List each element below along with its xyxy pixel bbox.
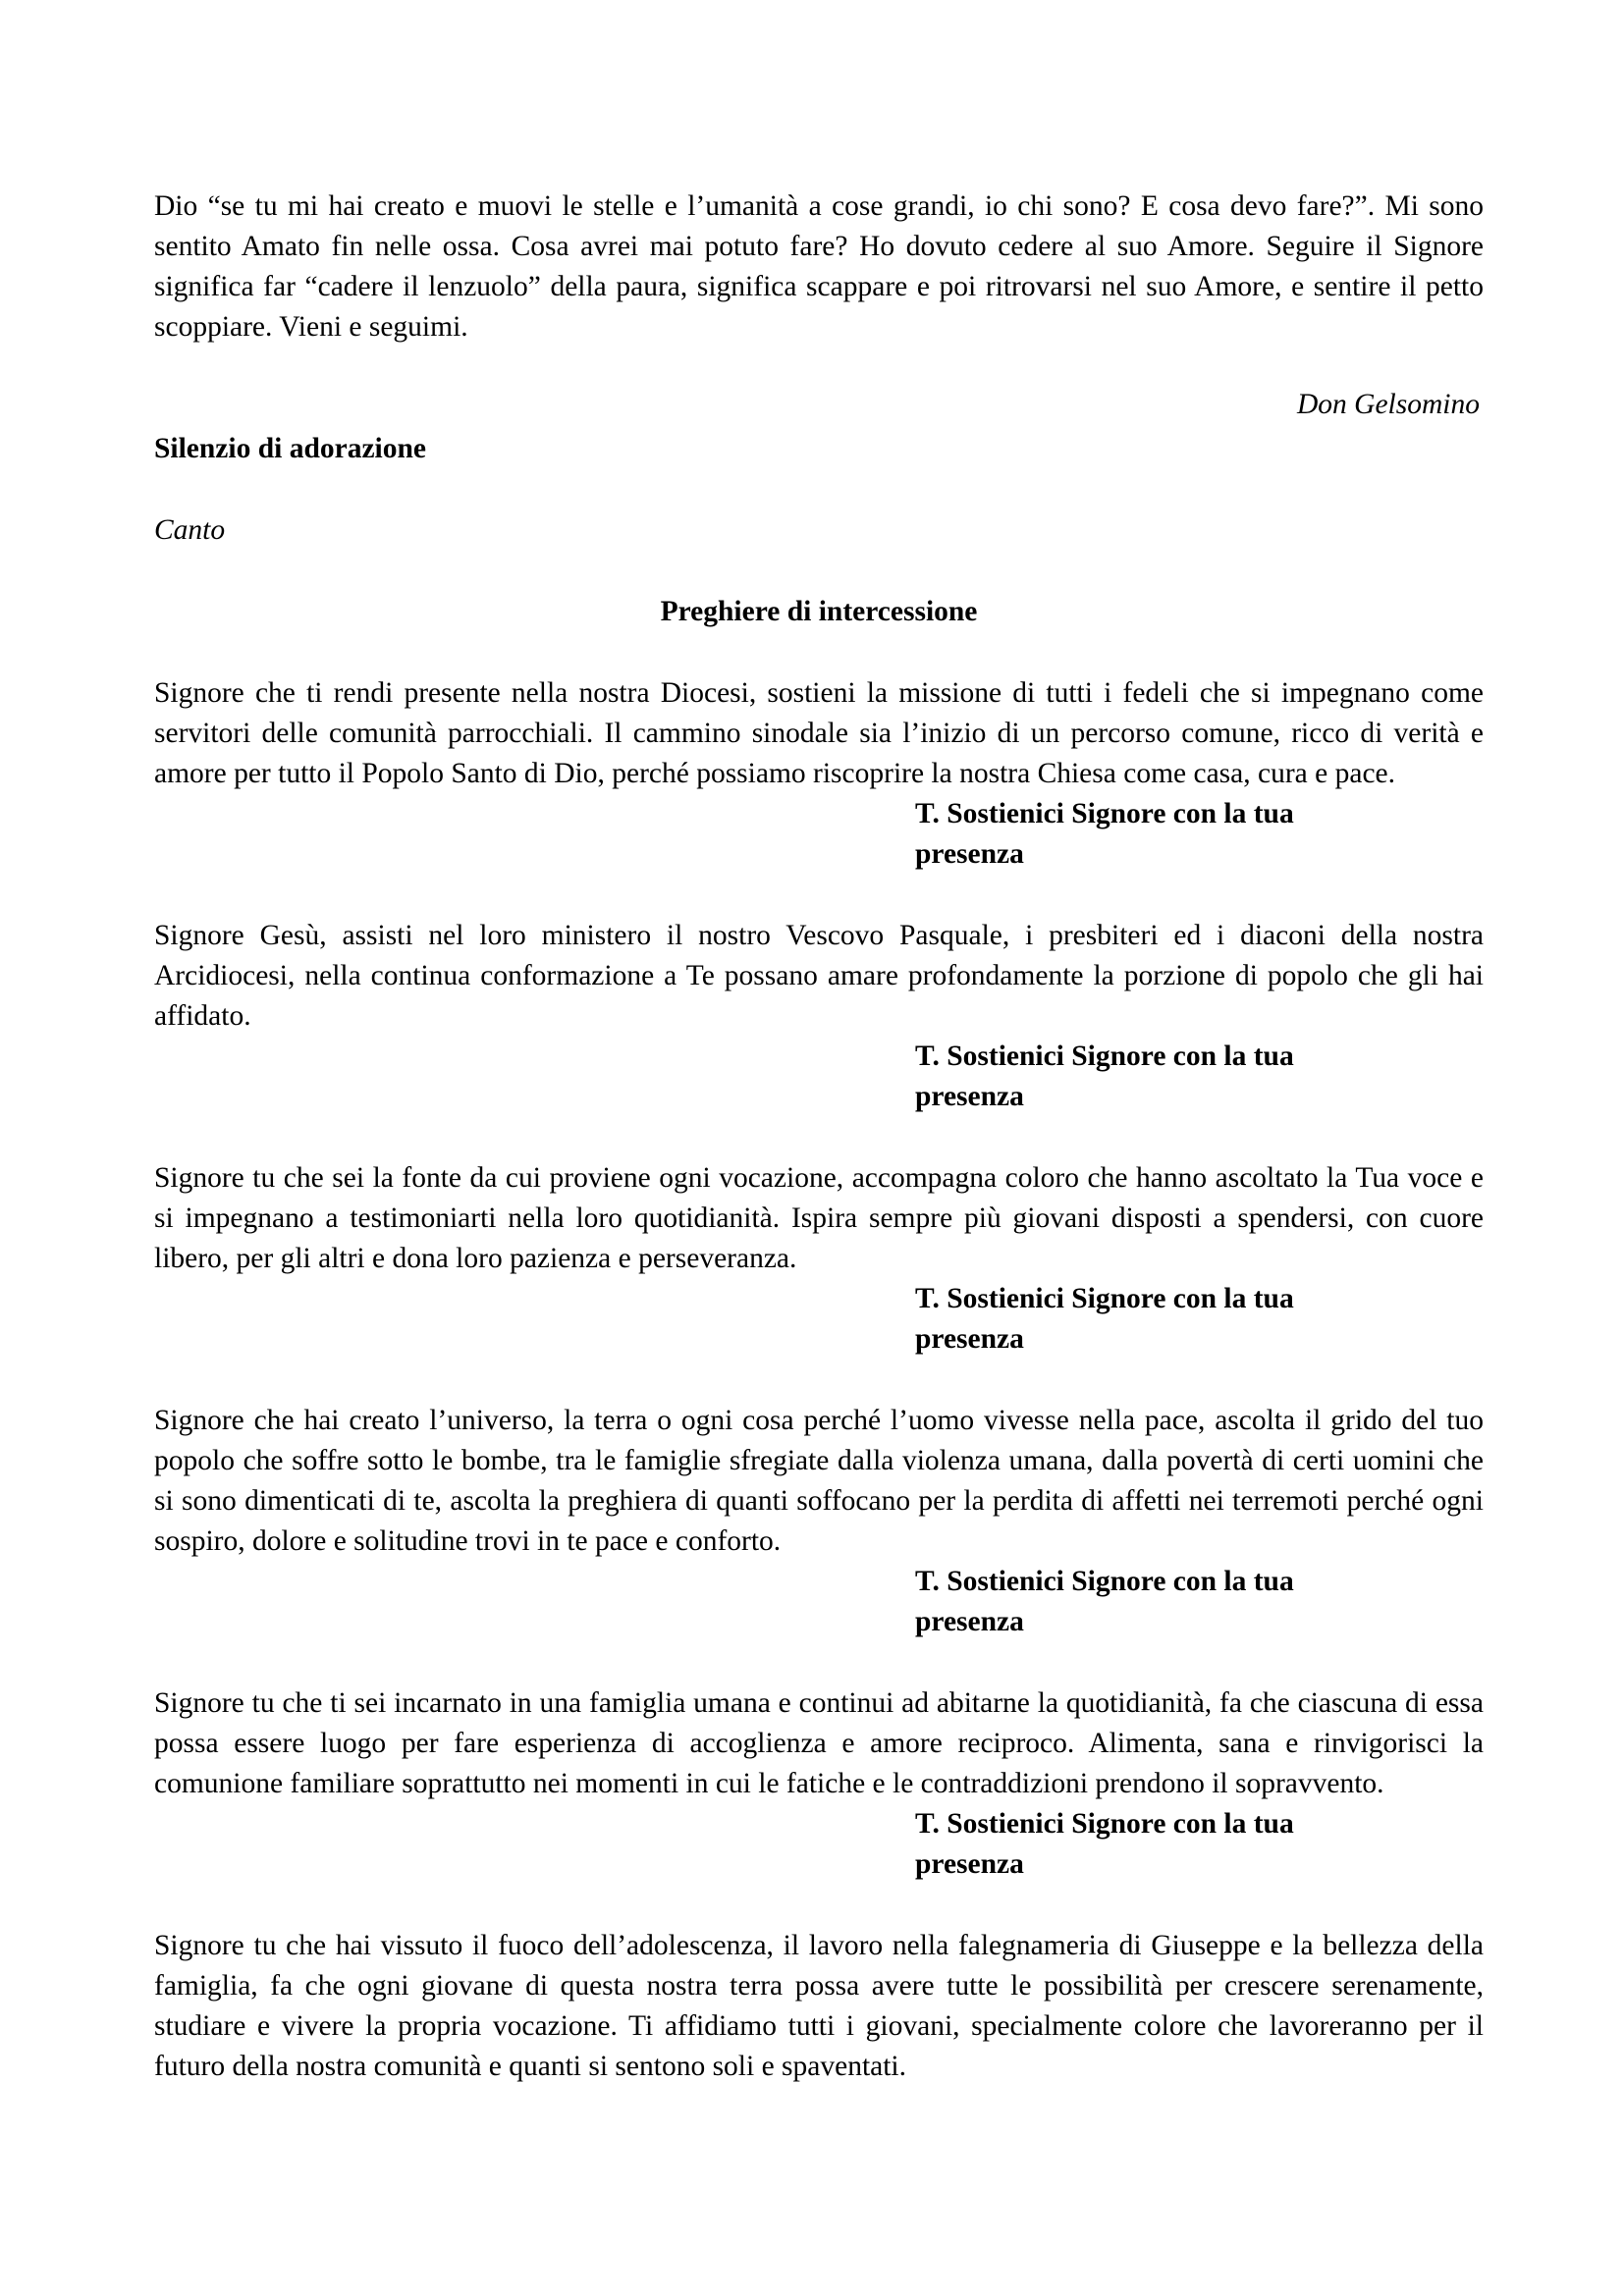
prayer-block xyxy=(154,916,1484,1117)
prayer-block xyxy=(154,1926,1484,2087)
prayer-text: Signore che ti rendi presente nella nostra Diocesi, sostieni la missione di tutti i fedeli che si impegnano come servitori delle comunità parrocchiali. Il cammino sinodale sia l’inizio di un percorso comune, ricco di verità e amore per tutto il Popolo Santo di Dio, perché possiamo riscoprire la nostra Chiesa come casa, cura e pace. xyxy=(154,677,1484,789)
signature: Don Gelsomino xyxy=(1296,389,1480,420)
prayer-text: Signore Gesù, assisti nel loro ministero il nostro Vescovo Pasquale, i presbiteri ed i diaconi della nostra Arcidiocesi, nella continua conformazione a Te possano amare profondamente la porzione di popolo che gli hai affidato. xyxy=(154,920,1484,1032)
canto-label: Canto xyxy=(154,514,226,546)
prayer-block xyxy=(154,673,1484,875)
prayer-response: T. Sostienici Signore con la tua presenza xyxy=(915,1041,1294,1112)
prayer-response: T. Sostienici Signore con la tua presenza xyxy=(915,1566,1294,1637)
prayer-text: Signore tu che sei la fonte da cui proviene ogni vocazione, accompagna coloro che hanno ascoltato la Tua voce e si impegnano a testimoniarti nella loro quotidianità. Ispira sempre più giovani disposti a spendersi, con cuore libero, per gli altri e dona loro pazienza e perseveranza. xyxy=(154,1162,1484,1274)
prayer-text: Signore che hai creato l’universo, la terra o ogni cosa perché l’uomo vivesse nella pace, ascolta il grido del tuo popolo che soffre sotto le bombe, tra le famiglie sfregiate dalla violenza umana, dalla povertà di certi uomini che si sono dimenticati di te, ascolta la preghiera di quanti soffocano per la perdita di affetti nei terremoti perché ogni sospiro, dolore e solitudine trovi in te pace e conforto. xyxy=(154,1405,1484,1557)
prayer-block xyxy=(154,1158,1484,1360)
prayer-text: Signore tu che hai vissuto il fuoco dell’adolescenza, il lavoro nella falegnameria di Giuseppe e la bellezza della famiglia, fa che ogni giovane di questa nostra terra possa avere tutte le possibilità per crescere serenamente, studiare e vivere la propria vocazione. Ti affidiamo tutti i giovani, specialmente colore che lavoreranno per il futuro della nostra comunità e quanti si sentono soli e spaventati. xyxy=(154,1930,1484,2082)
prayer-text: Signore tu che ti sei incarnato in una famiglia umana e continui ad abitarne la quotidianità, fa che ciascuna di essa possa essere luogo per fare esperienza di accoglienza e amore reciproco. Alimenta, sana e rinvigorisci la comunione familiare soprattutto nei momenti in cui le fatiche e le contraddizioni prendono il sopravvento. xyxy=(154,1687,1484,1799)
adoration-heading: Silenzio di adorazione xyxy=(154,433,426,464)
prayer-response: T. Sostienici Signore con la tua presenza xyxy=(915,798,1294,870)
prayer-response: T. Sostienici Signore con la tua presenza xyxy=(915,1808,1294,1880)
intro-paragraph: Dio “se tu mi hai creato e muovi le stelle e l’umanità a cose grandi, io chi sono? E cosa devo fare?”. Mi sono sentito Amato fin nelle ossa. Cosa avrei mai potuto fare? Ho dovuto cedere al suo Amore. Seguire il Signore significa far “cadere il lenzuolo” della paura, significa scappare e poi ritrovarsi nel suo Amore, e sentire il petto scoppiare. Vieni e seguimi. xyxy=(154,190,1484,343)
prayer-block xyxy=(154,1683,1484,1885)
document-page xyxy=(154,187,1484,2087)
intercession-heading: Preghiere di intercessione xyxy=(660,596,978,627)
prayer-response: T. Sostienici Signore con la tua presenza xyxy=(915,1283,1294,1355)
prayer-block xyxy=(154,1401,1484,1642)
